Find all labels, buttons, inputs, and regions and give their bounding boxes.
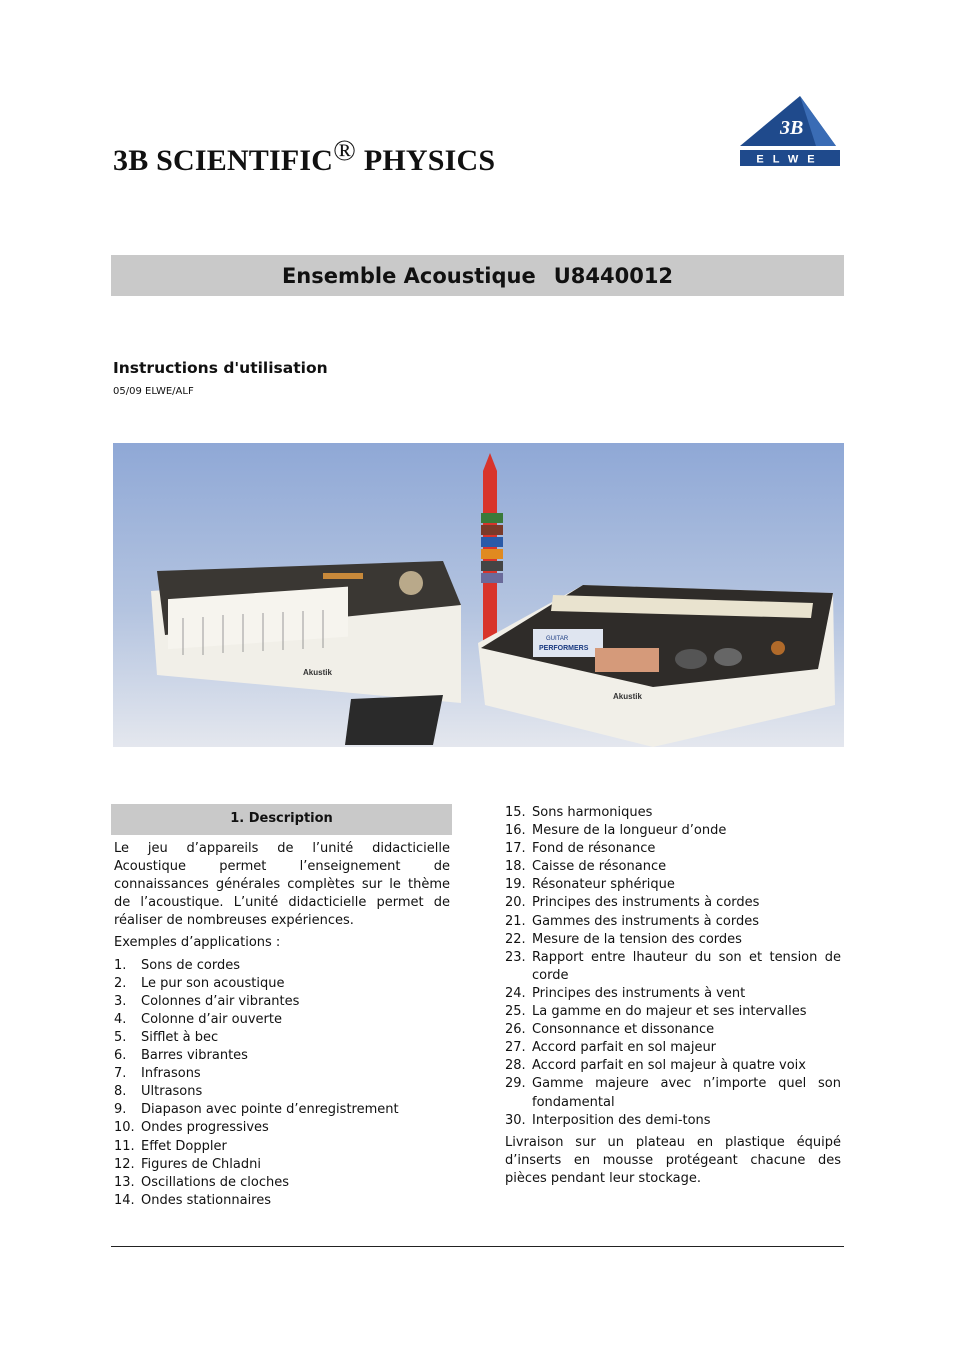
list-item <box>505 985 841 1003</box>
list-item-text: Principes des instruments à cordes <box>532 895 760 911</box>
list-item <box>505 858 841 876</box>
photo-sign-line2: PERFORMERS <box>539 645 589 652</box>
list-item-text: Effet Doppler <box>141 1138 227 1154</box>
elwe-logo <box>738 94 842 168</box>
delivery-paragraph: Livraison sur un plateau en plastique équipé d’inserts en mousse protégeant chacune des pièces pendant leur stockage. <box>505 1134 841 1186</box>
list-item-text: Sons harmoniques <box>532 805 653 820</box>
list-item-text: Le pur son acoustique <box>141 975 285 991</box>
brand-tail: PHYSICS <box>363 144 496 177</box>
list-item-text: Ondes stationnaires <box>141 1192 272 1208</box>
list-item <box>111 1192 452 1210</box>
list-item <box>505 1021 841 1039</box>
list-item <box>505 1112 841 1130</box>
footer-divider <box>111 1246 844 1247</box>
brand-main: 3B SCIENTIFIC <box>113 144 334 177</box>
logo-3b-text: 3B <box>780 117 804 139</box>
list-item-text: Colonne d’air ouverte <box>141 1011 282 1027</box>
examples-label: Exemples d’applications : <box>114 935 281 951</box>
list-item-number: 10. <box>114 1120 135 1136</box>
list-item-text: Résonateur sphérique <box>532 877 675 893</box>
list-item-number: 8. <box>114 1084 127 1100</box>
list-item-text: Rapport entre lhauteur du son et tension de corde <box>532 949 841 983</box>
list-item-text: Sons de cordes <box>141 957 240 973</box>
list-item-number: 4. <box>114 1011 127 1027</box>
doc-reference: 05/09 ELWE/ALF <box>113 386 194 397</box>
list-item-text: Interposition des demi-tons <box>532 1112 711 1128</box>
list-item-text: Infrasons <box>141 1066 201 1082</box>
list-item-number: 15. <box>505 805 526 820</box>
list-item-number: 26. <box>505 1022 526 1038</box>
list-item-number: 21. <box>505 913 526 929</box>
product-title-bar <box>111 255 844 296</box>
list-item <box>505 949 841 985</box>
list-item <box>505 913 841 931</box>
list-item <box>505 840 841 858</box>
list-item-text: Mesure de la longueur d’onde <box>532 823 727 839</box>
list-item <box>111 993 452 1011</box>
intro-paragraph: Le jeu d’appareils de l’unité didacticielle Acoustique permet l’enseignement de connaissances générales complètes sur le thème de l’acoustique. L’unité didacticielle permet de réaliser de nombreuses expériences. <box>114 841 450 929</box>
list-item-text: Consonnance et dissonance <box>532 1022 715 1038</box>
section-heading: 1. Description <box>111 804 452 835</box>
list-item <box>505 1075 841 1111</box>
list-item-number: 1. <box>114 957 127 973</box>
logo-elwe-text: ELWE <box>756 153 824 166</box>
list-item-text: Accord parfait en sol majeur <box>532 1040 717 1056</box>
list-item-number: 30. <box>505 1112 526 1128</box>
list-item-number: 24. <box>505 985 526 1001</box>
list-item-number: 28. <box>505 1058 526 1074</box>
list-item-number: 17. <box>505 841 526 857</box>
list-item-text: Ultrasons <box>141 1084 203 1100</box>
list-item <box>505 1039 841 1057</box>
list-item-text: Gamme majeure avec n’importe quel son fondamental <box>532 1076 841 1110</box>
column-left <box>111 804 452 1210</box>
list-item-text: Figures de Chladni <box>141 1156 261 1172</box>
list-item <box>111 1011 452 1029</box>
list-item <box>111 1101 452 1119</box>
registered-mark: ® <box>333 134 357 167</box>
column-right <box>505 804 841 1188</box>
list-item-text: La gamme en do majeur et ses intervalles <box>532 1004 807 1020</box>
box-label-left: Akustik <box>303 668 332 677</box>
list-item-number: 23. <box>505 949 526 965</box>
list-item <box>505 894 841 912</box>
list-item <box>111 1047 452 1065</box>
list-item <box>111 1174 452 1192</box>
list-item-number: 2. <box>114 975 127 991</box>
list-item-number: 19. <box>505 877 526 893</box>
applications-list-left <box>111 957 452 1210</box>
list-item <box>505 804 841 822</box>
list-item-text: Sifflet à bec <box>141 1029 219 1045</box>
product-name: Ensemble Acoustique <box>281 263 536 288</box>
list-item <box>111 975 452 993</box>
box-label-right: Akustik <box>613 692 642 701</box>
list-item <box>111 1029 452 1047</box>
list-item-number: 11. <box>114 1138 135 1154</box>
list-item-number: 25. <box>505 1004 526 1020</box>
list-item-number: 5. <box>114 1029 127 1045</box>
list-item-number: 20. <box>505 895 526 911</box>
list-item-text: Principes des instruments à vent <box>532 985 746 1001</box>
photo-sign-line1: GUITAR <box>546 636 569 642</box>
list-item-text: Diapason avec pointe d’enregistrement <box>141 1102 399 1118</box>
list-item <box>111 1065 452 1083</box>
brand-title <box>113 134 495 178</box>
list-item <box>111 957 452 975</box>
list-item-text: Fond de résonance <box>532 841 656 857</box>
list-item-text: Oscillations de cloches <box>141 1174 290 1190</box>
list-item-number: 29. <box>505 1076 526 1092</box>
list-item-text: Barres vibrantes <box>141 1048 248 1064</box>
list-item <box>111 1138 452 1156</box>
product-code: U8440012 <box>553 263 674 288</box>
doc-subtitle: Instructions d'utilisation <box>113 359 328 377</box>
list-item-text: Accord parfait en sol majeur à quatre voix <box>532 1058 806 1074</box>
list-item-text: Gammes des instruments à cordes <box>532 913 759 929</box>
list-item <box>505 931 841 949</box>
product-photo <box>113 443 844 747</box>
list-item-number: 12. <box>114 1156 135 1172</box>
list-item <box>111 1156 452 1174</box>
list-item-number: 9. <box>114 1102 127 1118</box>
list-item <box>111 1083 452 1101</box>
list-item <box>111 1119 452 1137</box>
list-item-text: Caisse de résonance <box>532 859 667 875</box>
list-item-text: Colonnes d’air vibrantes <box>141 993 300 1009</box>
list-item-number: 22. <box>505 931 526 947</box>
list-item <box>505 1003 841 1021</box>
list-item <box>505 876 841 894</box>
list-item-number: 7. <box>114 1066 127 1082</box>
list-item <box>505 822 841 840</box>
list-item-text: Mesure de la tension des cordes <box>532 931 742 947</box>
applications-list-right <box>505 804 841 1130</box>
list-item-number: 14. <box>114 1192 135 1208</box>
list-item-number: 18. <box>505 859 526 875</box>
list-item <box>505 1057 841 1075</box>
list-item-number: 6. <box>114 1048 127 1064</box>
list-item-number: 27. <box>505 1040 526 1056</box>
list-item-number: 16. <box>505 823 526 839</box>
list-item-number: 3. <box>114 993 127 1009</box>
list-item-text: Ondes progressives <box>141 1120 269 1136</box>
list-item-number: 13. <box>114 1174 135 1190</box>
